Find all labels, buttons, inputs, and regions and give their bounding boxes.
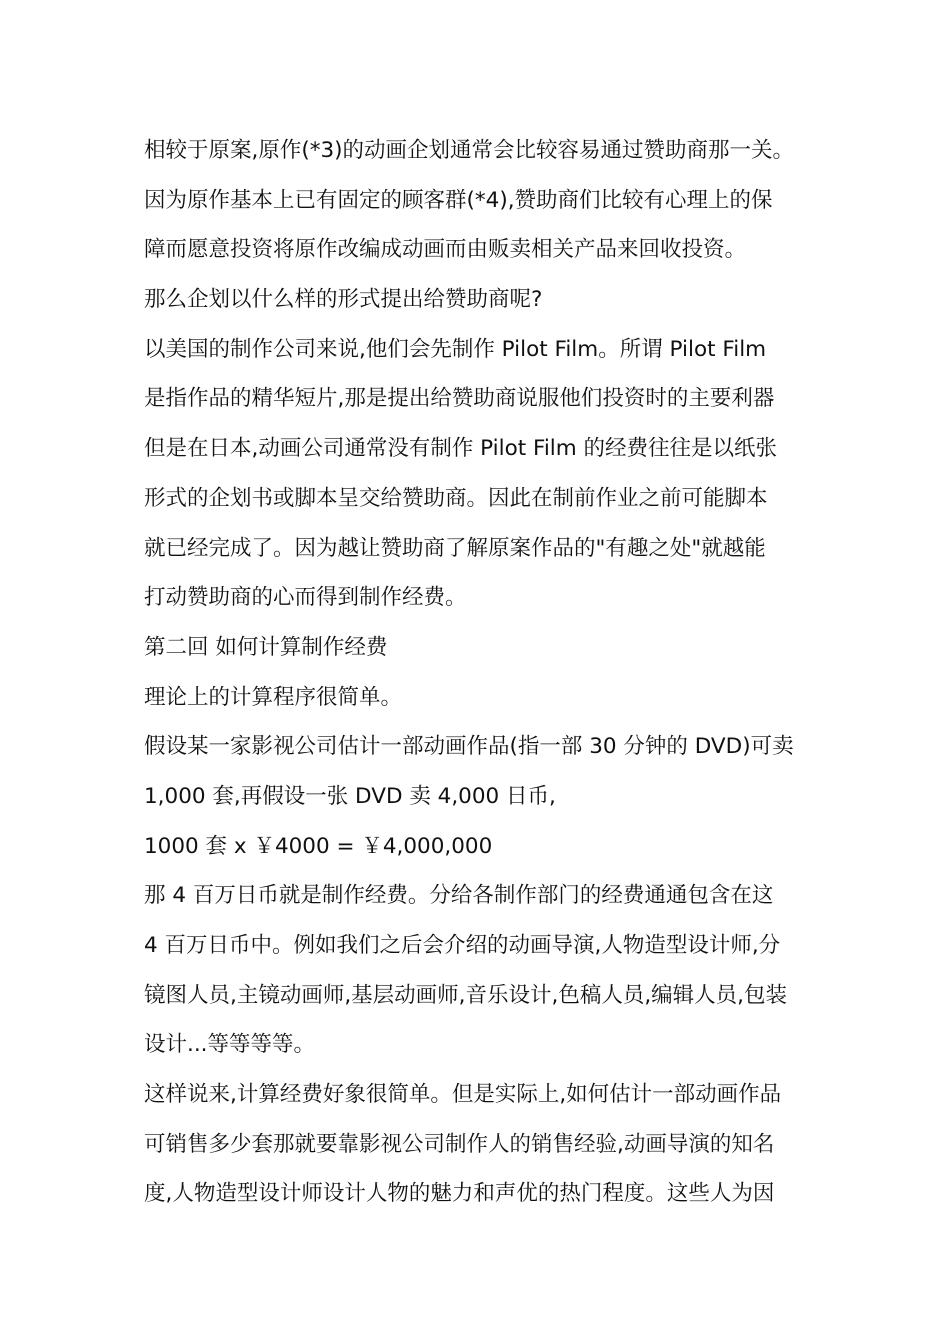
text-line: 那 4 百万日币就是制作经费。分给各制作部门的经费通通包含在这 [144,883,774,909]
formula-line: 1000 套 x ￥4000 = ￥4,000,000 [144,833,493,859]
text-line: 就已经完成了。因为越让赞助商了解原案作品的"有趣之处"就越能 [144,535,766,561]
text-line: 以美国的制作公司来说,他们会先制作 Pilot Film。所谓 Pilot Film [144,336,767,362]
section-heading: 第二回 如何计算制作经费 [144,634,388,660]
text-line: 设计...等等等等。 [144,1032,316,1058]
text-line: 镜图人员,主镜动画师,基层动画师,音乐设计,色稿人员,编辑人员,包装 [144,982,788,1008]
text-line: 度,人物造型设计师设计人物的魅力和声优的热门程度。这些人为因 [144,1181,775,1207]
text-line: 这样说来,计算经费好象很简单。但是实际上,如何估计一部动画作品 [144,1082,782,1108]
text-line: 因为原作基本上已有固定的顾客群(*4),赞助商们比较有心理上的保 [144,187,773,213]
text-line: 可销售多少套那就要靠影视公司制作人的销售经验,动画导演的知名 [144,1131,775,1157]
document-body [144,126,824,1219]
text-line: 是指作品的精华短片,那是提出给赞助商说服他们投资时的主要利器 [144,386,775,412]
text-line: 假设某一家影视公司估计一部动画作品(指一部 30 分钟的 DVD)可卖 [144,734,794,760]
text-line: 理论上的计算程序很简单。 [144,684,403,710]
text-line: 4 百万日币中。例如我们之后会介绍的动画导演,人物造型设计师,分 [144,933,781,958]
text-line: 但是在日本,动画公司通常没有制作 Pilot Film 的经费往往是以纸张 [144,436,778,462]
text-line: 那么企划以什么样的形式提出给赞助商呢? [144,287,543,313]
text-line: 打动赞助商的心而得到制作经费。 [144,585,467,611]
text-line: 形式的企划书或脚本呈交给赞助商。因此在制前作业之前可能脚本 [144,485,768,511]
text-line: 障而愿意投资将原作改编成动画而由贩卖相关产品来回收投资。 [144,237,747,263]
text-line: 相较于原案,原作(*3)的动画企划通常会比较容易通过赞助商那一关。 [144,138,795,163]
text-line: 1,000 套,再假设一张 DVD 卖 4,000 日币, [144,783,556,809]
